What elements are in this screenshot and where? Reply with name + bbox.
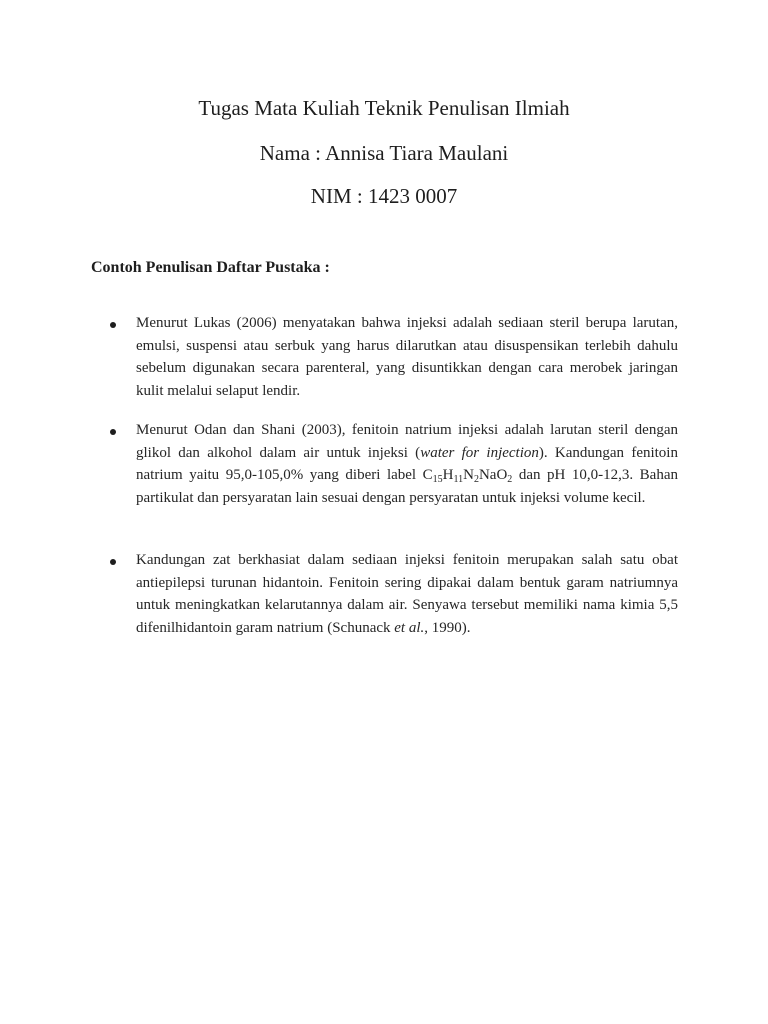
- list-item-text: [136, 549, 678, 639]
- text-segment: ). Kandungan fenitoin natrium yaitu 95,0-105,0% yang diberi label C: [136, 444, 678, 483]
- list-item-text: [136, 419, 678, 509]
- section-heading: Contoh Penulisan Daftar Pustaka :: [91, 259, 330, 276]
- italic-term: water for injection: [420, 444, 539, 461]
- bullet-icon: [110, 429, 116, 435]
- text-segment: Kandungan zat berkhasiat dalam sediaan injeksi fenitoin merupakan salah satu obat antiepilepsi turunan hidantoin. Fenitoin sering dipakai dalam bentuk garam natriumnya untuk meningkatkan kelarutannya dalam air. Senyawa tersebut memiliki nama kimia 5,5 difenilhidantoin garam natrium (Schunack: [136, 552, 678, 636]
- bullet-icon: [110, 322, 116, 328]
- subscript: 2: [473, 474, 479, 485]
- bullet-icon: [110, 559, 116, 565]
- subscript: 15: [432, 474, 443, 485]
- student-nim: NIM : 1423 0007: [310, 184, 458, 208]
- text-segment: N: [463, 467, 474, 483]
- subscript: 11: [453, 474, 464, 485]
- document-title: Tugas Mata Kuliah Teknik Penulisan Ilmiah: [198, 96, 570, 120]
- text-segment: Menurut Odan dan Shani (2003), fenitoin natrium injeksi adalah larutan steril dengan glikol dan alkohol dalam air untuk injeksi (: [136, 422, 678, 461]
- text-segment: , 1990).: [424, 619, 471, 636]
- italic-term: et al.: [394, 619, 425, 636]
- list-item-text: Menurut Lukas (2006) menyatakan bahwa injeksi adalah sediaan steril berupa larutan, emulsi, suspensi atau serbuk yang harus dilarutkan atau disuspensikan terlebih dahulu sebelum digunakan secara parenteral, yang disuntikkan dengan cara merobek jaringan kulit melalui selaput lendir.: [136, 315, 678, 399]
- text-segment: dan pH 10,0-12,3. Bahan partikulat dan persyaratan lain sesuai dengan persyaratan untuk injeksi volume kecil.: [136, 467, 678, 506]
- subscript: 2: [507, 474, 513, 485]
- student-name: Nama : Annisa Tiara Maulani: [259, 141, 509, 165]
- text-segment: NaO: [478, 467, 508, 483]
- text-segment: H: [442, 467, 454, 483]
